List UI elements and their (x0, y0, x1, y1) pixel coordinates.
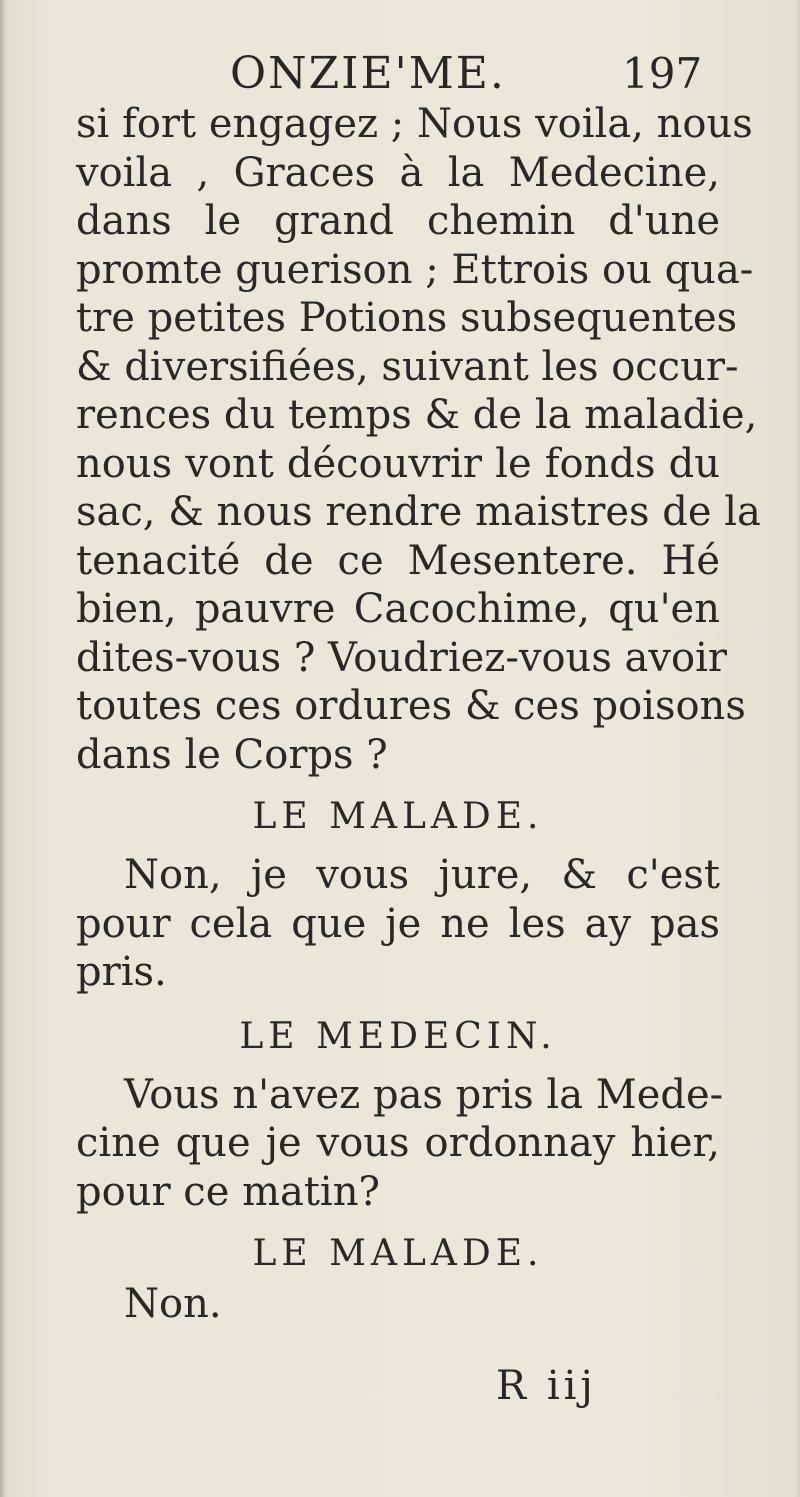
text-line: sac, & nous rendre maistres de la (76, 489, 761, 535)
text-line: Non, je vous jure, & c'est (124, 852, 720, 898)
text-line: & diversifiées, suivant les occur- (76, 343, 739, 390)
text-line: rences du temps & de la maladie, (76, 392, 758, 438)
text-line: dans le grand chemin d'une (76, 198, 720, 244)
running-title: ONZIE'ME. (230, 48, 506, 99)
text-line: pour cela que je ne les ay pas (76, 900, 720, 947)
signature-mark: R iij (496, 1363, 597, 1409)
text-line: toutes ces ordures & ces poisons (76, 683, 746, 729)
text-line: si fort engagez ; Nous voila, nous (76, 101, 753, 147)
text-line: nous vont découvrir le fonds du (76, 440, 720, 487)
body-text (76, 100, 761, 1329)
page-number: 197 (622, 49, 703, 98)
speaker-heading: LE MALADE. (252, 796, 544, 837)
text-line: dites-vous ? Voudriez-vous avoir (76, 634, 727, 681)
text-line: pour ce matin? (76, 1168, 380, 1215)
text-line: bien, pauvre Cacochime, qu'en (76, 586, 720, 632)
text-line: promte guerison ; Ettrois ou qua- (76, 246, 754, 293)
text-line: Vous n'avez pas pris la Mede- (124, 1071, 724, 1118)
text-line: tre petites Potions subsequentes (76, 295, 738, 341)
speaker-heading: LE MALADE. (252, 1233, 544, 1274)
text-line: pris. (76, 949, 167, 995)
text-line: Non. (124, 1281, 222, 1327)
text-line: tenacité de ce Mesentere. Hé (76, 537, 720, 584)
text-line: cine que je vous ordonnay hier, (76, 1120, 720, 1166)
running-head (0, 44, 800, 104)
text-line: dans le Corps ? (76, 731, 388, 778)
text-line: voila , Graces à la Medecine, (76, 149, 720, 196)
speaker-heading: LE MEDECIN. (239, 1015, 557, 1057)
